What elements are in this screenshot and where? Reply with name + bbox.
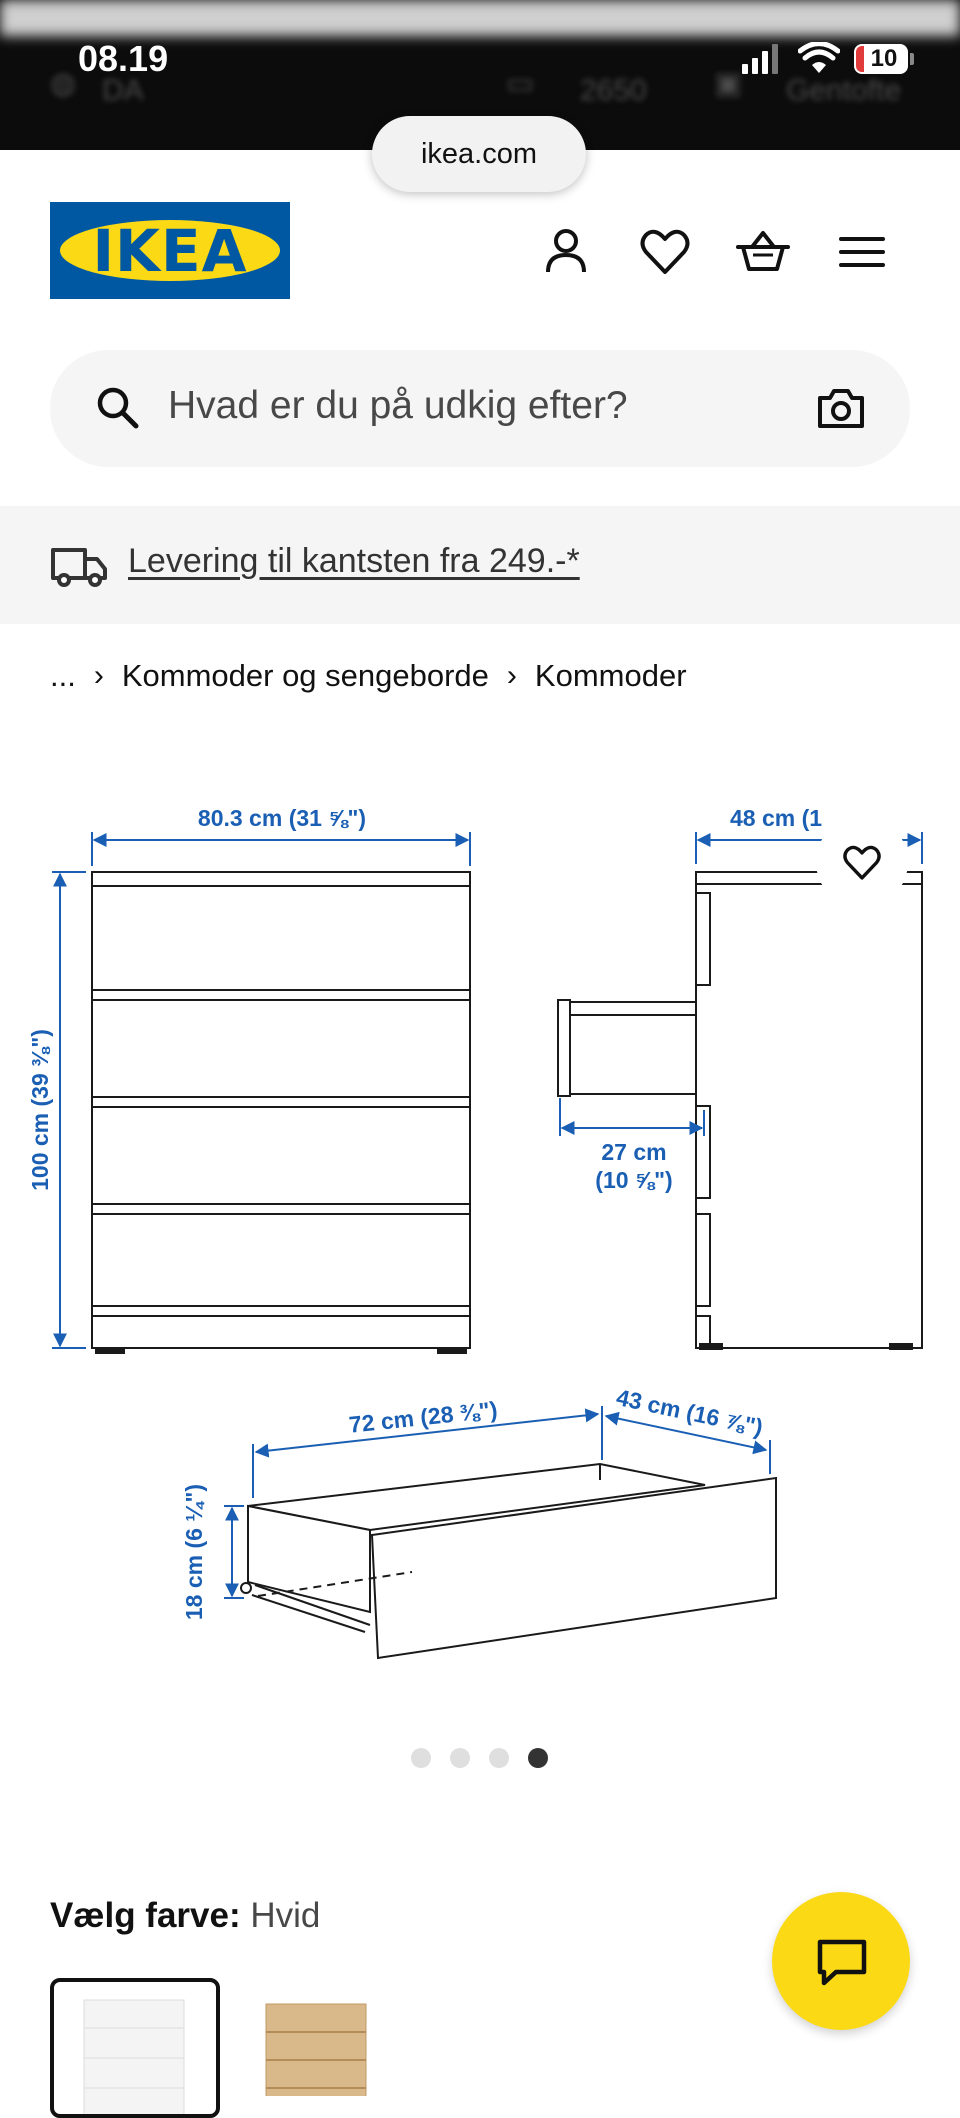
breadcrumb-item[interactable]: Kommoder og sengeborde [121, 657, 489, 693]
carousel-dot[interactable] [450, 1748, 470, 1768]
battery-level: 10 [870, 45, 898, 72]
white-dresser-thumbnail [54, 1982, 216, 2114]
battery-icon [854, 44, 908, 74]
dim-drawer-depth-label: 43 cm (16 ⅞") [614, 1383, 766, 1441]
dim-height-label: 100 cm (39 ⅜") [27, 1029, 53, 1191]
carousel-dot-active[interactable] [528, 1748, 548, 1768]
carousel-dot[interactable] [411, 1748, 431, 1768]
basket-icon[interactable] [733, 222, 793, 282]
add-to-wishlist-button[interactable] [816, 816, 908, 908]
product-image-carousel[interactable] [0, 760, 960, 1720]
delivery-banner[interactable] [0, 506, 960, 624]
url-pill[interactable] [372, 116, 586, 192]
color-chooser-label [50, 1896, 320, 1936]
search-icon [94, 384, 142, 432]
breadcrumb [50, 656, 687, 696]
dimension-drawing [0, 760, 960, 1720]
underlay-globe-icon: ◍ [50, 67, 77, 100]
delivery-link[interactable]: Levering til kantsten fra 249.-* [128, 542, 580, 580]
heart-icon [839, 840, 885, 884]
breadcrumb-ellipsis[interactable]: ... [50, 657, 76, 693]
underlay-store-icon: ▣ [714, 67, 743, 100]
logo-text: IKEA [92, 217, 248, 285]
ikea-logo[interactable] [50, 202, 290, 299]
underlay-postcode: 2650 [580, 74, 647, 107]
chevron-right-icon: › [93, 658, 104, 692]
dim-extension-in-label: (10 ⅝") [595, 1167, 673, 1193]
signal-icon [742, 44, 778, 74]
underlay-truck-icon: ▭ [506, 67, 535, 100]
dim-drawer-width-label: 72 cm (28 ⅜") [347, 1396, 499, 1438]
chat-button[interactable] [772, 1892, 910, 2030]
carousel-dot[interactable] [489, 1748, 509, 1768]
search-input[interactable]: Hvad er du på udkig efter? [168, 384, 628, 427]
breadcrumb-item[interactable]: Kommoder [534, 657, 687, 693]
chat-bubble-icon [816, 1938, 868, 1988]
camera-icon[interactable] [816, 384, 866, 432]
url-text: ikea.com [420, 138, 538, 170]
clock: 08.19 [78, 38, 169, 79]
truck-icon [50, 544, 108, 588]
profile-icon[interactable] [536, 222, 596, 282]
dim-depth-label: 48 cm (1 [730, 805, 823, 831]
dim-drawer-height-label: 18 cm (6 ¼") [181, 1483, 207, 1621]
underlay-lang: DA [102, 74, 144, 107]
wifi-icon [798, 42, 840, 74]
menu-icon[interactable] [832, 222, 892, 282]
swatch-oak[interactable] [262, 1996, 370, 2096]
swatch-white[interactable] [50, 1978, 220, 2118]
oak-dresser-thumbnail [262, 1996, 370, 2096]
chevron-right-icon: › [506, 658, 517, 692]
dim-width-label: 80.3 cm (31 ⅝") [197, 805, 367, 831]
color-value: Hvid [250, 1896, 321, 1935]
search-bar[interactable] [50, 350, 910, 467]
color-label: Vælg farve: [50, 1896, 241, 1935]
wishlist-icon[interactable] [635, 222, 695, 282]
dim-extension-cm-label: 27 cm [601, 1139, 667, 1165]
underlay-store: Gentofte [786, 74, 902, 107]
